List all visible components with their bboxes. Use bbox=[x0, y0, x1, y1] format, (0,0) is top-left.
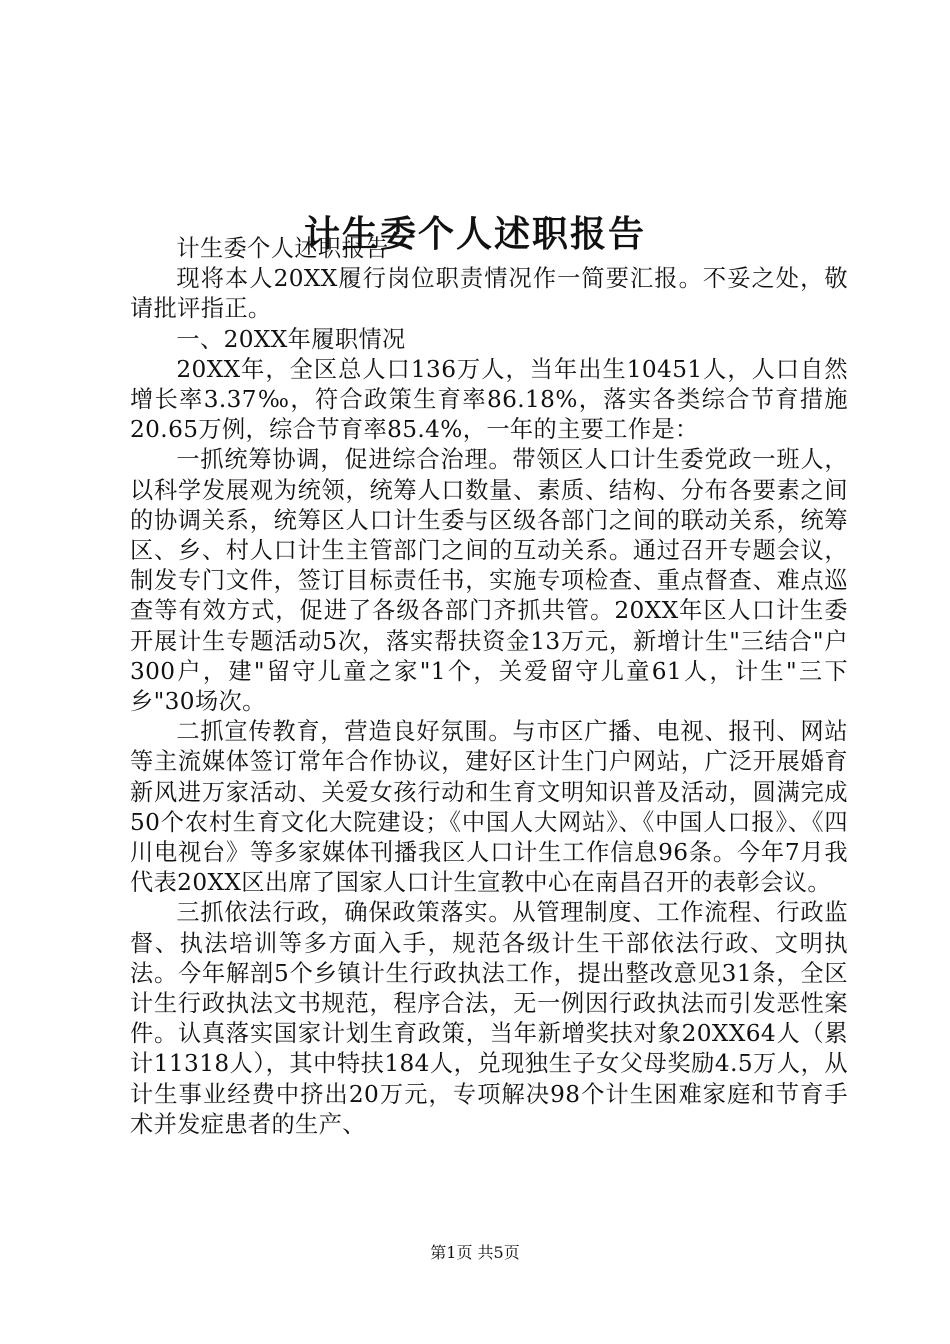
paragraph-publicity: 二抓宣传教育，营造良好氛围。与市区广播、电视、报刊、网站等主流媒体签订常年合作协议，建好区计生门户网站，广泛开展婚育新风进万家活动、关爱女孩行动和生育文明知识普及活动，圆满完成50个农村生育文化大院建设；《中国人大网站》、《中国人口报》、《四川电视台》等多家媒体刊播我区人口计生工作信息96条。今年7月我代表20XX区出席了国家人口计生宣教中心在南昌召开的表彰会议。 bbox=[130, 718, 848, 897]
paragraph-subtitle: 计生委个人述职报告 bbox=[176, 235, 389, 262]
document-body bbox=[130, 234, 848, 1140]
paragraph-statistics: 20XX年，全区总人口136万人，当年出生10451人，人口自然增长率3.37‰，符合政策生育率86.18%，落实各类综合节育措施20.65万例，综合节育率85.4%，一年的主要工作是： bbox=[130, 355, 848, 444]
page-footer: 第1页 共5页 bbox=[430, 1243, 520, 1262]
paragraph-intro: 现将本人20XX履行岗位职责情况作一简要汇报。不妥之处，敬请批评指正。 bbox=[130, 265, 848, 323]
document-title: 计生委个人述职报告 bbox=[303, 213, 646, 256]
paragraph-coordination: 一抓统筹协调，促进综合治理。带领区人口计生委党政一班人，以科学发展观为统领，统筹人口数量、素质、结构、分布各要素之间的协调关系，统筹区人口计生委与区级各部门之间的联动关系，统筹区、乡、村人口计生主管部门之间的互动关系。通过召开专题会议，制发专门文件，签订目标责任书，实施专项检查、重点督查、难点巡查等有效方式，促进了各级各部门齐抓共管。20XX年区人口计生委开展计生专题活动5次，落实帮扶资金13万元，新增计生"三结合"户300户，建"留守儿童之家"1个，关爱留守儿童61人，计生"三下乡"30场次。 bbox=[130, 446, 848, 716]
section-heading: 一、20XX年履职情况 bbox=[176, 325, 406, 353]
paragraph-law-enforcement: 三抓依法行政，确保政策落实。从管理制度、工作流程、行政监督、执法培训等多方面入手，规范各级计生干部依法行政、文明执法。今年解剖5个乡镇计生行政执法工作，提出整改意见31条，全区计生行政执法文书规范，程序合法，无一例因行政执法而引发恶性案件。认真落实国家计划生育政策，当年新增奖扶对象20XX64人（累计11318人），其中特扶184人，兑现独生子女父母奖励4.5万人，从计生事业经费中挤出20万元，专项解决98个计生困难家庭和节育手术并发症患者的生产、 bbox=[130, 899, 848, 1138]
